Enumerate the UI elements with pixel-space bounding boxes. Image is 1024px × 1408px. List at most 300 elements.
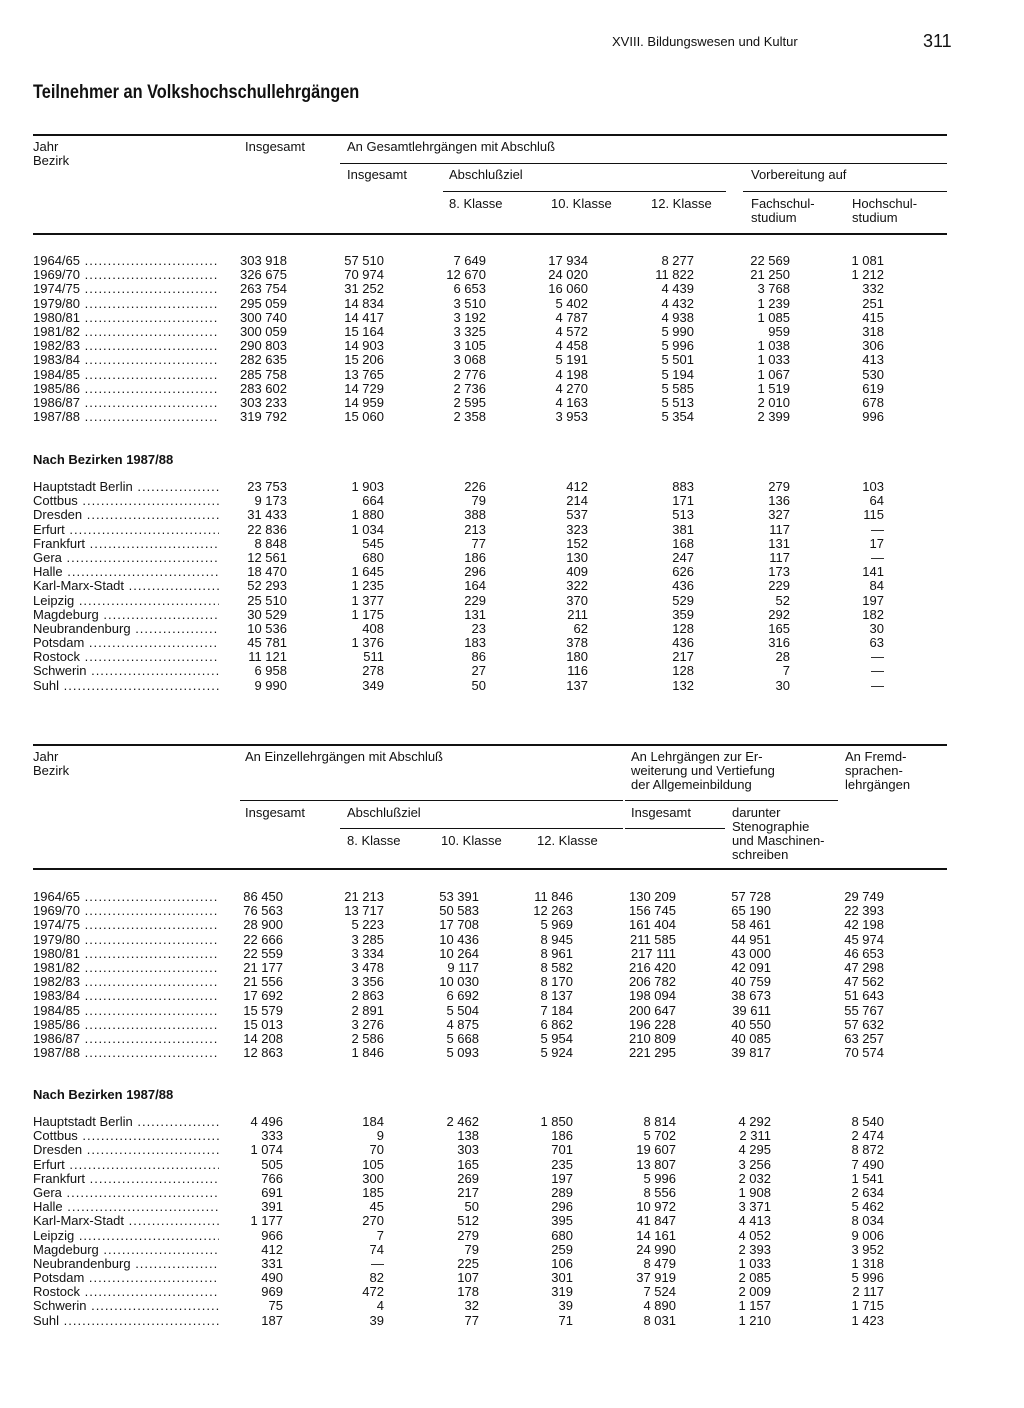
cell-col-7: 47 298 <box>844 959 884 975</box>
cell-col-5: 5 585 <box>661 380 694 396</box>
cell-col-3: 77 <box>464 1312 479 1328</box>
cell-col-4: 4 572 <box>555 323 588 339</box>
row-label: 1974/75 ..... <box>33 282 219 296</box>
cell-col-3: 165 <box>457 1156 479 1172</box>
table-2-rule-einzel <box>240 800 623 801</box>
cell-col-1: 17 692 <box>243 988 283 1004</box>
cell-col-6: 2 032 <box>738 1170 771 1186</box>
cell-col-1: 22 559 <box>243 945 283 961</box>
cell-col-2: 57 510 <box>344 253 384 268</box>
cell-col-7: 5 996 <box>851 1270 884 1286</box>
cell-col-6: 40 085 <box>731 1030 771 1046</box>
cell-col-2: — <box>371 1255 384 1271</box>
cell-col-3: 3 068 <box>453 352 486 368</box>
table-row-district <box>0 1158 1024 1172</box>
cell-col-4: 6 862 <box>540 1016 573 1032</box>
table-row-year <box>0 268 1024 282</box>
cell-col-6: 2 085 <box>738 1270 771 1286</box>
cell-col-1: 295 059 <box>240 295 287 311</box>
cell-col-4: 4 198 <box>555 366 588 382</box>
cell-col-1: 283 602 <box>240 380 287 396</box>
cell-col-6: 229 <box>768 578 790 594</box>
cell-col-7: — <box>871 663 884 679</box>
cell-col-7: 84 <box>869 578 884 594</box>
cell-col-5: 168 <box>672 535 694 551</box>
cell-col-3: 4 875 <box>446 1016 479 1032</box>
cell-col-3: 2 462 <box>446 1114 479 1129</box>
table-row-year <box>0 382 1024 396</box>
cell-col-6: 1 033 <box>738 1255 771 1271</box>
table-2-header-insgesamt: Insgesamt <box>245 805 305 820</box>
cell-col-4: 259 <box>551 1241 573 1257</box>
cell-col-1: 15 013 <box>243 1016 283 1032</box>
table-1-header-8-klasse: 8. Klasse <box>449 196 503 211</box>
table-2-district-rows <box>0 1115 1024 1328</box>
cell-col-3: 7 649 <box>453 253 486 268</box>
cell-col-4: 24 020 <box>548 267 588 283</box>
cell-col-4: 11 846 <box>534 889 573 904</box>
cell-col-7: 1 715 <box>851 1298 884 1314</box>
cell-col-1: 1 074 <box>250 1142 283 1158</box>
table-1-section-title: Nach Bezirken 1987/88 <box>33 452 174 467</box>
cell-col-7: 22 393 <box>844 903 884 919</box>
table-row-district <box>0 551 1024 565</box>
cell-col-2: 3 334 <box>351 945 384 961</box>
cell-col-7: 46 653 <box>844 945 884 961</box>
cell-col-5: 8 479 <box>643 1255 676 1271</box>
cell-col-7: — <box>871 521 884 537</box>
cell-col-2: 270 <box>362 1213 384 1229</box>
cell-col-5: 436 <box>672 578 694 594</box>
cell-col-5: 128 <box>672 663 694 679</box>
cell-col-1: 9 990 <box>254 677 287 693</box>
cell-col-3: 296 <box>464 564 486 580</box>
cell-col-4: 12 263 <box>533 903 573 919</box>
cell-col-4: 322 <box>566 578 588 594</box>
cell-col-7: 530 <box>862 366 884 382</box>
row-label: Suhl ..... <box>33 1314 219 1328</box>
cell-col-3: 225 <box>457 1255 479 1271</box>
cell-col-3: 50 <box>471 677 486 693</box>
cell-col-4: 39 <box>558 1298 573 1314</box>
cell-col-1: 391 <box>261 1199 283 1215</box>
row-label: 1982/83 ..... <box>33 339 219 353</box>
cell-col-3: 388 <box>464 507 486 523</box>
cell-col-7: 2 474 <box>851 1128 884 1144</box>
table-row-district <box>0 608 1024 622</box>
table-row-district <box>0 1257 1024 1271</box>
cell-col-1: 8 848 <box>254 535 287 551</box>
cell-col-4: 62 <box>573 620 588 636</box>
cell-col-2: 1 903 <box>351 479 384 494</box>
cell-col-4: 180 <box>566 649 588 665</box>
table-row-district <box>0 1172 1024 1186</box>
cell-col-7: 5 462 <box>851 1199 884 1215</box>
cell-col-6: 3 256 <box>738 1156 771 1172</box>
cell-col-1: 12 561 <box>247 549 287 565</box>
table-2-header-abschlussziel: Abschlußziel <box>347 805 421 820</box>
table-2-header-fremdsprachen <box>845 750 910 792</box>
row-label: 1979/80 ..... <box>33 297 219 311</box>
table-row-year <box>0 890 1024 904</box>
cell-col-3: 3 105 <box>453 338 486 354</box>
cell-col-6: 1 038 <box>757 338 790 354</box>
cell-col-7: 318 <box>862 323 884 339</box>
table-row-district <box>0 1115 1024 1129</box>
cell-col-7: 619 <box>862 380 884 396</box>
cell-col-7: 64 <box>869 493 884 509</box>
table-2-section-title: Nach Bezirken 1987/88 <box>33 1087 174 1102</box>
table-row-district <box>0 1229 1024 1243</box>
cell-col-5: 626 <box>672 564 694 580</box>
row-label: Hauptstadt Berlin ..... <box>33 1115 219 1129</box>
cell-col-6: 1 519 <box>757 380 790 396</box>
table-row-district <box>0 594 1024 608</box>
cell-col-6: 44 951 <box>731 931 771 947</box>
cell-col-4: 137 <box>566 677 588 693</box>
table-row-year <box>0 297 1024 311</box>
row-label: Neubrandenburg ..... <box>33 622 219 636</box>
cell-col-4: 680 <box>551 1227 573 1243</box>
table-1-header-gesamtlehrgaenge: An Gesamtlehrgängen mit Abschluß <box>347 139 556 154</box>
cell-col-6: 1 908 <box>738 1184 771 1200</box>
row-label: Rostock ..... <box>33 650 219 664</box>
cell-col-7: 51 643 <box>844 988 884 1004</box>
table-1-header-hochschul <box>852 197 917 225</box>
cell-col-3: 2 776 <box>453 366 486 382</box>
cell-col-4: 8 945 <box>540 931 573 947</box>
cell-col-2: 74 <box>369 1241 384 1257</box>
row-label: Gera ..... <box>33 1186 219 1200</box>
cell-col-6: 4 413 <box>738 1213 771 1229</box>
cell-col-5: 10 972 <box>636 1199 676 1215</box>
cell-col-1: 187 <box>261 1312 283 1328</box>
table-row-district <box>0 1285 1024 1299</box>
cell-col-6: 117 <box>769 521 790 537</box>
cell-col-4: 116 <box>567 663 588 679</box>
cell-col-1: 1 177 <box>250 1213 283 1229</box>
table-2-header-8-klasse: 8. Klasse <box>347 833 401 848</box>
cell-col-1: 28 900 <box>243 917 283 933</box>
table-row-year <box>0 989 1024 1003</box>
cell-col-2: 1 235 <box>351 578 384 594</box>
cell-col-1: 303 918 <box>240 253 287 268</box>
cell-col-5: 132 <box>672 677 694 693</box>
cell-col-6: 327 <box>768 507 790 523</box>
hochschul-line-1: Hochschul- <box>852 196 918 211</box>
cell-col-1: 52 293 <box>247 578 287 594</box>
cell-col-4: 4 270 <box>555 380 588 396</box>
cell-col-4: 5 402 <box>555 295 588 311</box>
cell-col-2: 3 356 <box>351 974 384 990</box>
cell-col-5: 5 996 <box>661 338 694 354</box>
cell-col-5: 8 814 <box>643 1114 676 1129</box>
cell-col-5: 211 585 <box>629 931 676 947</box>
cell-col-4: 214 <box>566 493 588 509</box>
table-1-header-abschlussziel: Abschlußziel <box>449 167 523 182</box>
cell-col-4: 8 137 <box>540 988 573 1004</box>
cell-col-7: 141 <box>862 564 884 580</box>
table-row-district <box>0 636 1024 650</box>
cell-col-2: 185 <box>362 1184 384 1200</box>
row-label: 1981/82 ..... <box>33 961 219 975</box>
cell-col-2: 3 276 <box>351 1016 384 1032</box>
cell-col-4: 4 458 <box>555 338 588 354</box>
cell-col-3: 178 <box>457 1284 479 1300</box>
cell-col-5: 247 <box>672 549 694 565</box>
table-row-district <box>0 650 1024 664</box>
cell-col-6: 2 311 <box>739 1128 771 1144</box>
row-label: Erfurt ..... <box>33 1158 219 1172</box>
cell-col-6: 21 250 <box>750 267 790 283</box>
cell-col-7: 678 <box>862 394 884 410</box>
row-label: Schwerin ..... <box>33 1299 219 1313</box>
table-2-header-erw-insgesamt: Insgesamt <box>631 805 691 820</box>
cell-col-3: 5 093 <box>446 1045 479 1061</box>
cell-col-4: 8 170 <box>540 974 573 990</box>
cell-col-3: 186 <box>464 549 486 565</box>
table-1-header-vorbereitung: Vorbereitung auf <box>751 167 847 182</box>
cell-col-6: 58 461 <box>731 917 771 933</box>
row-label: Hauptstadt Berlin ..... <box>33 480 219 494</box>
cell-col-5: 200 647 <box>629 1002 676 1018</box>
cell-col-2: 545 <box>362 535 384 551</box>
cell-col-1: 22 666 <box>243 931 283 947</box>
cell-col-2: 300 <box>362 1170 384 1186</box>
cell-col-5: 5 194 <box>661 366 694 382</box>
cell-col-5: 156 745 <box>629 903 676 919</box>
cell-col-2: 14 959 <box>344 394 384 410</box>
cell-col-4: 8 582 <box>540 959 573 975</box>
cell-col-6: 3 768 <box>757 281 790 297</box>
row-label: Neubrandenburg ..... <box>33 1257 219 1271</box>
cell-col-6: 2 009 <box>738 1284 771 1300</box>
cell-col-1: 10 536 <box>247 620 287 636</box>
cell-col-1: 21 556 <box>243 974 283 990</box>
cell-col-3: 2 595 <box>453 394 486 410</box>
cell-col-2: 2 891 <box>351 1002 384 1018</box>
cell-col-2: 3 285 <box>351 931 384 947</box>
cell-col-3: 10 264 <box>439 945 479 961</box>
table-1-rule-gesamt <box>340 163 947 164</box>
row-label: Erfurt ..... <box>33 523 219 537</box>
cell-col-3: 138 <box>457 1128 479 1144</box>
table-1-header-bottom-rule <box>33 233 947 235</box>
cell-col-7: 415 <box>862 309 884 325</box>
cell-col-7: — <box>871 677 884 693</box>
table-row-year <box>0 933 1024 947</box>
cell-col-5: 5 990 <box>661 323 694 339</box>
row-label: Leipzig ..... <box>33 1229 219 1243</box>
cell-col-2: 15 060 <box>344 409 384 425</box>
table-1-rule-abschlussziel <box>443 191 726 192</box>
table-row-year <box>0 947 1024 961</box>
cell-col-2: 14 729 <box>344 380 384 396</box>
cell-col-3: 17 708 <box>439 917 479 933</box>
erw-line-1: An Lehrgängen zur Er- <box>631 749 763 764</box>
fachschul-line-1: Fachschul- <box>751 196 815 211</box>
row-label: Cottbus ..... <box>33 494 219 508</box>
cell-col-2: 278 <box>362 663 384 679</box>
cell-col-2: 45 <box>369 1199 384 1215</box>
row-label: 1981/82 ..... <box>33 325 219 339</box>
cell-col-6: 39 611 <box>732 1002 771 1018</box>
cell-col-1: 412 <box>261 1241 283 1257</box>
cell-col-3: 10 436 <box>439 931 479 947</box>
cell-col-7: 8 872 <box>851 1142 884 1158</box>
cell-col-5: 529 <box>672 592 694 608</box>
cell-col-1: 4 496 <box>250 1114 283 1129</box>
cell-col-2: 105 <box>362 1156 384 1172</box>
cell-col-7: 413 <box>862 352 884 368</box>
table-row-year <box>0 1032 1024 1046</box>
cell-col-6: 1 157 <box>738 1298 771 1314</box>
table-row-year <box>0 904 1024 918</box>
row-label: 1980/81 ..... <box>33 947 219 961</box>
cell-col-5: 196 228 <box>629 1016 676 1032</box>
cell-col-6: 2 010 <box>757 394 790 410</box>
cell-col-3: 3 192 <box>453 309 486 325</box>
table-2-header-bottom-rule <box>33 868 947 870</box>
cell-col-2: 14 417 <box>344 309 384 325</box>
cell-col-5: 8 556 <box>643 1184 676 1200</box>
cell-col-7: 8 034 <box>851 1213 884 1229</box>
cell-col-4: 186 <box>551 1128 573 1144</box>
cell-col-3: 2 358 <box>453 409 486 425</box>
page-title: Teilnehmer an Volkshochschullehrgängen <box>33 82 360 103</box>
cell-col-3: 79 <box>464 1241 479 1257</box>
cell-col-1: 490 <box>261 1270 283 1286</box>
cell-col-2: 2 863 <box>351 988 384 1004</box>
cell-col-3: 32 <box>464 1298 479 1314</box>
cell-col-6: 30 <box>775 677 790 693</box>
cell-col-2: 5 223 <box>351 917 384 933</box>
cell-col-3: 279 <box>457 1227 479 1243</box>
cell-col-5: 8 031 <box>643 1312 676 1328</box>
cell-col-2: 1 846 <box>351 1045 384 1061</box>
table-row-district <box>0 480 1024 494</box>
table-row-district <box>0 1129 1024 1143</box>
cell-col-5: 883 <box>672 479 694 494</box>
cell-col-7: 63 257 <box>844 1030 884 1046</box>
darunter-line-2: Stenographie <box>732 819 810 834</box>
cell-col-1: 30 529 <box>247 606 287 622</box>
cell-col-2: 13 765 <box>344 366 384 382</box>
cell-col-3: 27 <box>471 663 486 679</box>
cell-col-5: 11 822 <box>655 267 694 283</box>
cell-col-7: 103 <box>862 479 884 494</box>
cell-col-4: 296 <box>551 1199 573 1215</box>
table-row-year <box>0 975 1024 989</box>
cell-col-7: 1 423 <box>851 1312 884 1328</box>
cell-col-3: 3 325 <box>453 323 486 339</box>
row-label: Frankfurt ..... <box>33 537 219 551</box>
table-row-district <box>0 1143 1024 1157</box>
table-row-district <box>0 664 1024 678</box>
cell-col-2: 13 717 <box>344 903 384 919</box>
cell-col-5: 217 <box>672 649 694 665</box>
cell-col-6: 38 673 <box>731 988 771 1004</box>
cell-col-7: 55 767 <box>844 1002 884 1018</box>
cell-col-4: 71 <box>558 1312 573 1328</box>
cell-col-4: 3 953 <box>555 409 588 425</box>
cell-col-4: 197 <box>551 1170 573 1186</box>
cell-col-5: 5 513 <box>661 394 694 410</box>
cell-col-1: 691 <box>261 1184 283 1200</box>
cell-col-1: 86 450 <box>243 889 283 904</box>
cell-col-1: 319 792 <box>240 409 287 425</box>
cell-col-2: 4 <box>376 1298 384 1314</box>
table-1-header-12-klasse: 12. Klasse <box>651 196 712 211</box>
cell-col-7: 47 562 <box>844 974 884 990</box>
cell-col-3: 50 583 <box>439 903 479 919</box>
cell-col-4: 7 184 <box>540 1002 573 1018</box>
table-1-district-rows <box>0 480 1024 693</box>
cell-col-5: 24 990 <box>636 1241 676 1257</box>
cell-col-7: 2 117 <box>852 1284 884 1300</box>
cell-col-4: 5 191 <box>555 352 588 368</box>
cell-col-2: 15 206 <box>344 352 384 368</box>
cell-col-4: 130 <box>566 549 588 565</box>
cell-col-6: 131 <box>768 535 790 551</box>
row-label: 1980/81 ..... <box>33 311 219 325</box>
cell-col-6: 7 <box>782 663 790 679</box>
darunter-line-3: und Maschinen- <box>732 833 825 848</box>
cell-col-6: 2 399 <box>757 409 790 425</box>
cell-col-1: 75 <box>268 1298 283 1314</box>
table-1-header-gesamt-insgesamt: Insgesamt <box>347 167 407 182</box>
cell-col-1: 45 781 <box>247 635 287 651</box>
cell-col-1: 966 <box>261 1227 283 1243</box>
cell-col-5: 41 847 <box>636 1213 676 1229</box>
cell-col-2: 14 834 <box>344 295 384 311</box>
table-row-year <box>0 1018 1024 1032</box>
row-label: Rostock ..... <box>33 1285 219 1299</box>
cell-col-6: 3 371 <box>738 1199 771 1215</box>
cell-col-2: 70 <box>369 1142 384 1158</box>
cell-col-5: 161 404 <box>629 917 676 933</box>
table-row-district <box>0 1214 1024 1228</box>
cell-col-1: 300 059 <box>240 323 287 339</box>
cell-col-1: 326 675 <box>240 267 287 283</box>
cell-col-1: 969 <box>261 1284 283 1300</box>
table-row-district <box>0 622 1024 636</box>
cell-col-1: 18 470 <box>247 564 287 580</box>
table-row-district <box>0 1243 1024 1257</box>
row-label: Leipzig ..... <box>33 594 219 608</box>
cell-col-3: 5 504 <box>446 1002 479 1018</box>
cell-col-5: 216 420 <box>629 959 676 975</box>
cell-col-3: 5 668 <box>446 1030 479 1046</box>
cell-col-7: 8 540 <box>851 1114 884 1129</box>
cell-col-1: 23 753 <box>247 479 287 494</box>
cell-col-3: 2 736 <box>453 380 486 396</box>
cell-col-1: 9 173 <box>254 493 287 509</box>
cell-col-3: 50 <box>464 1199 479 1215</box>
cell-col-2: 1 880 <box>351 507 384 523</box>
cell-col-4: 537 <box>566 507 588 523</box>
row-label: Halle ..... <box>33 565 219 579</box>
cell-col-6: 22 569 <box>750 253 790 268</box>
cell-col-6: 4 052 <box>738 1227 771 1243</box>
cell-col-2: 82 <box>369 1270 384 1286</box>
cell-col-7: — <box>871 649 884 665</box>
table-row-district <box>0 579 1024 593</box>
row-label: Schwerin ..... <box>33 664 219 678</box>
cell-col-3: 229 <box>464 592 486 608</box>
table-row-year <box>0 325 1024 339</box>
cell-col-3: 79 <box>471 493 486 509</box>
